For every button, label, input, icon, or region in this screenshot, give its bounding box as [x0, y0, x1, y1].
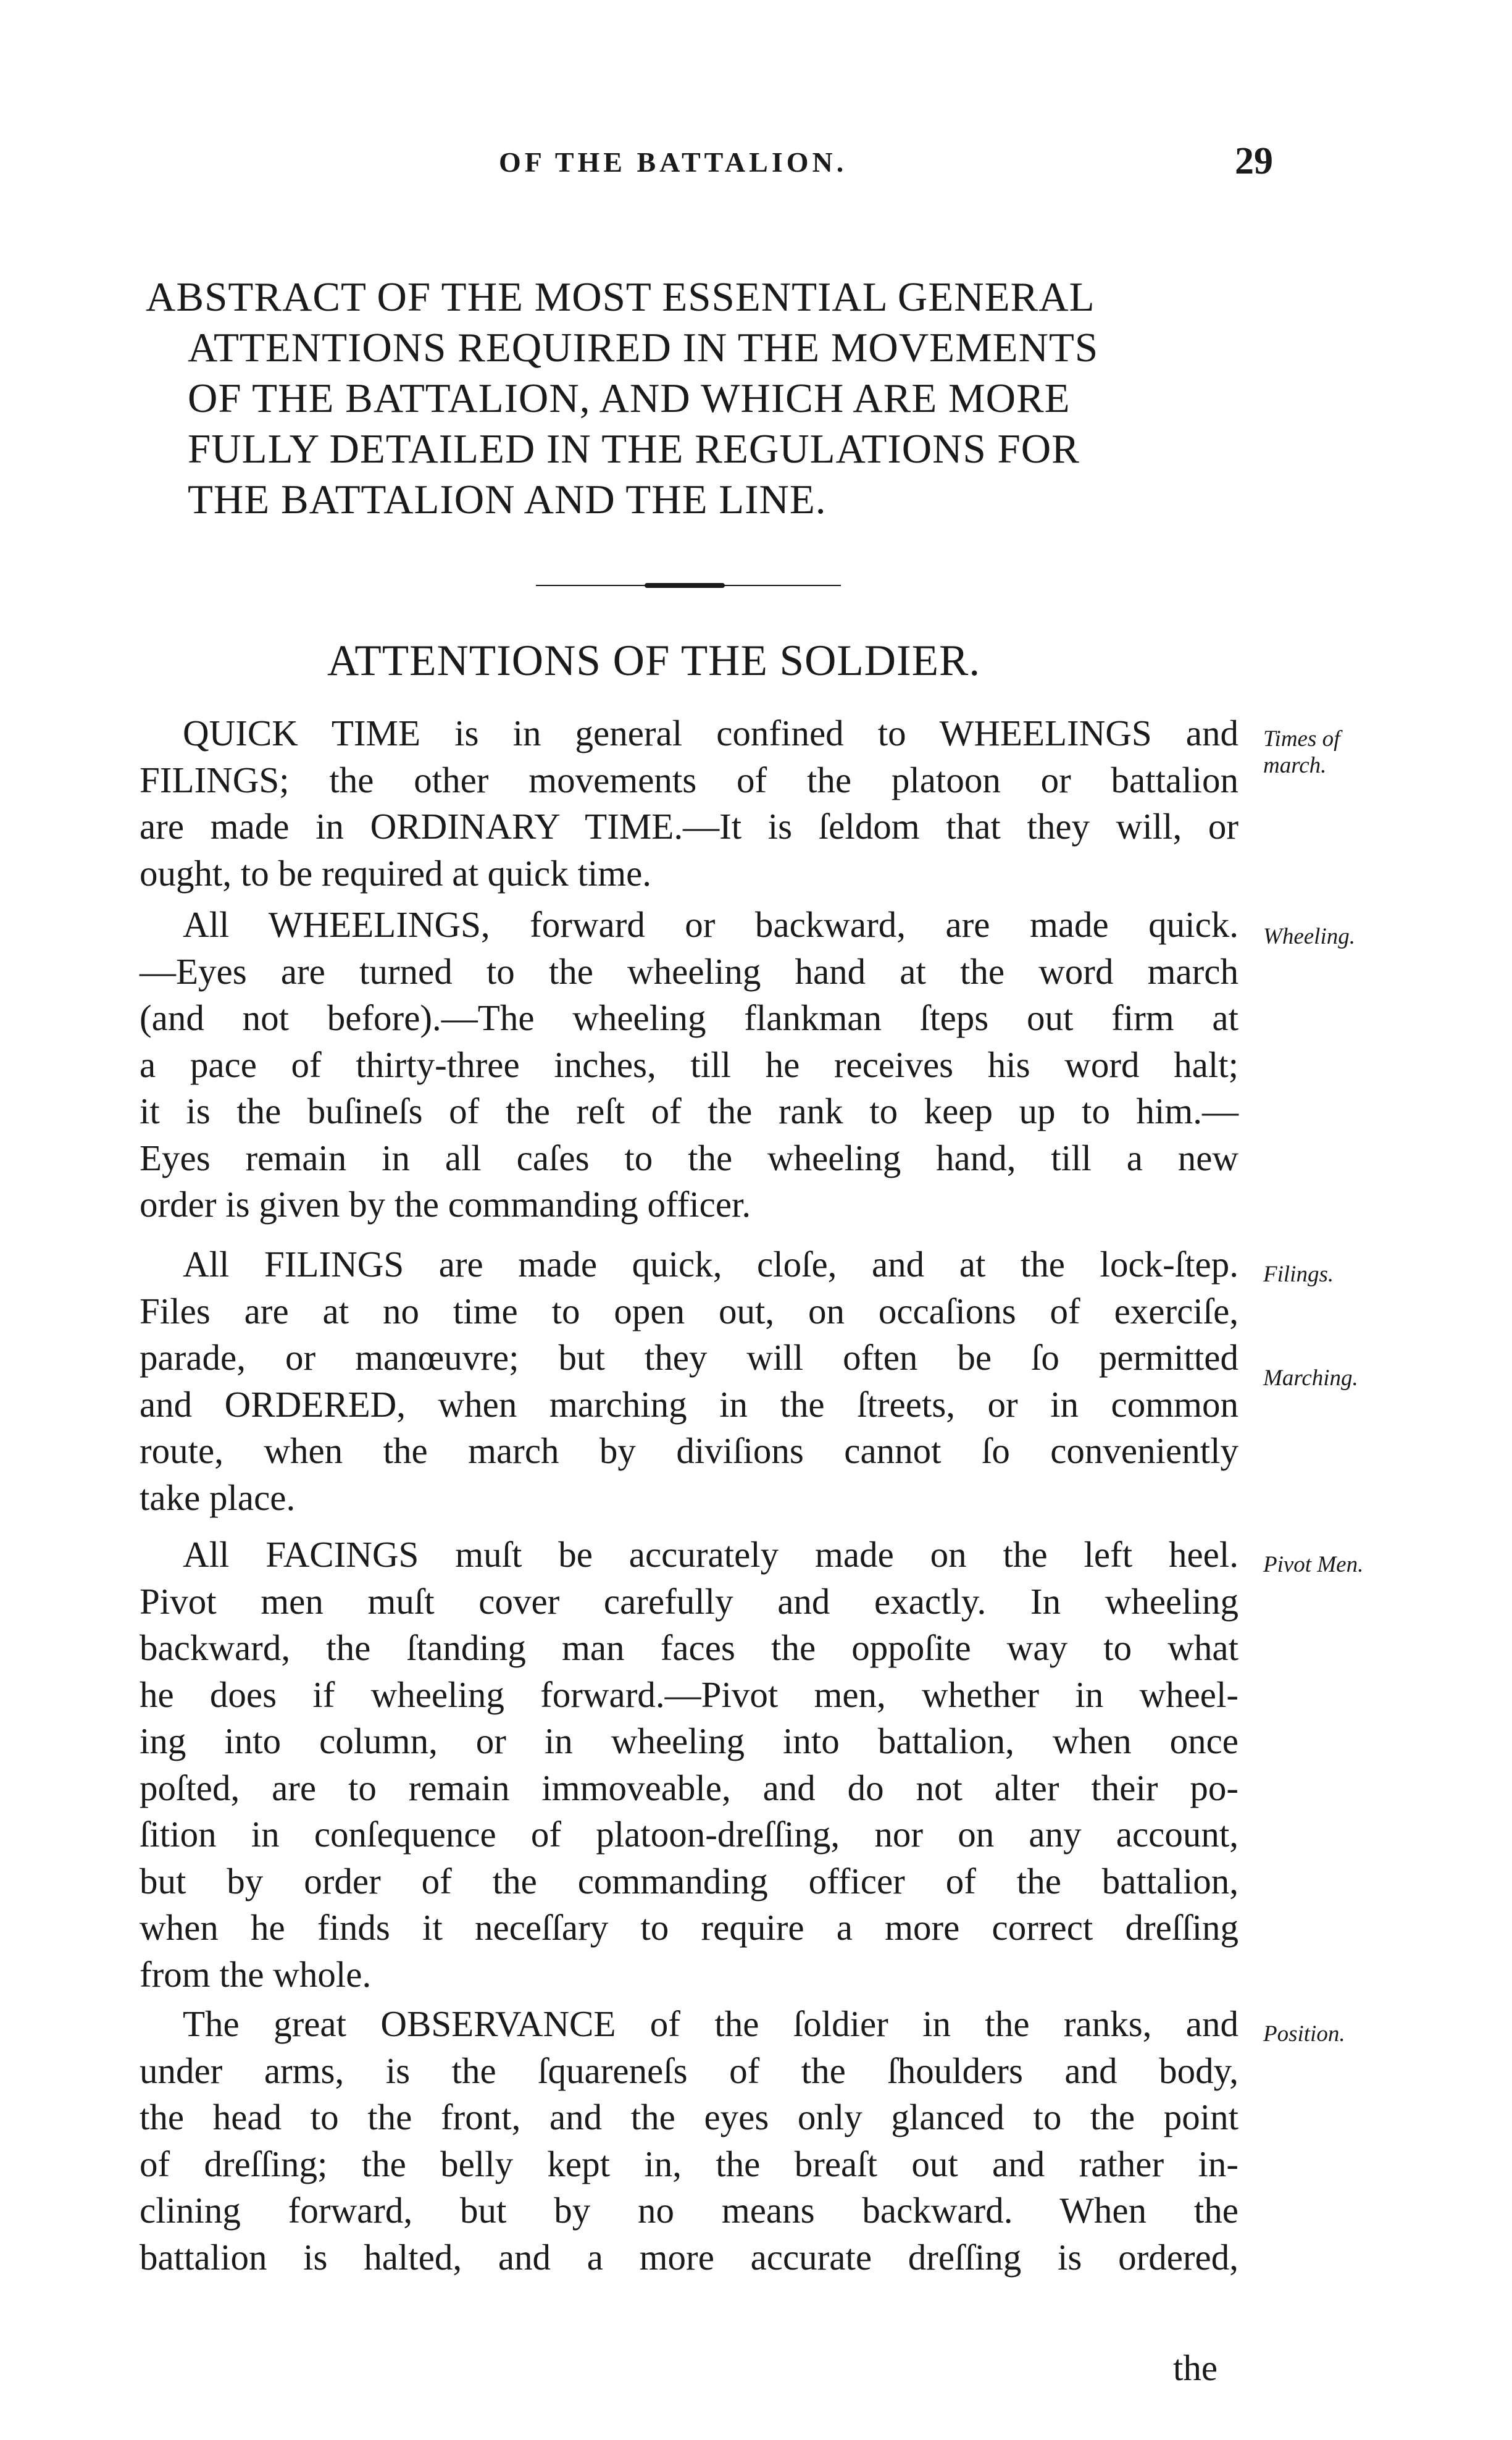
paragraph-line: The great OBSERVANCE of the ſoldier in the ranks, and — [183, 2003, 1238, 2044]
paragraph-line: ſition in conſequence of platoon-dreſſing, nor on any account, — [140, 1814, 1238, 1855]
paragraph-line: order is given by the commanding officer. — [140, 1184, 751, 1225]
catchword: the — [1173, 2347, 1218, 2388]
paragraph-line: and ORDERED, when marching in the ſtreets, or in common — [140, 1383, 1238, 1425]
page-number: 29 — [1235, 140, 1273, 182]
margin-note-times-of-march — [1263, 726, 1340, 779]
paragraph-line: Pivot men muſt cover carefully and exactly. In wheeling — [140, 1580, 1238, 1622]
paragraph-line: ing into column, or in wheeling into battalion, when once — [140, 1721, 1238, 1761]
main-title-line: ABSTRACT OF THE MOST ESSENTIAL GENERAL — [146, 274, 1095, 320]
paragraph-line: he does if wheeling forward.—Pivot men, whether in wheel- — [140, 1674, 1238, 1715]
paragraph-line: —Eyes are turned to the wheeling hand at the word march — [140, 950, 1238, 992]
margin-note-filings: Filings. — [1263, 1262, 1334, 1287]
paragraph-wheelings — [140, 902, 1238, 1228]
paragraph-line: ought, to be required at quick time. — [140, 852, 652, 894]
paragraph-line: route, when the march by diviſions cannot ſo conveniently — [140, 1430, 1238, 1471]
paragraph-line: from the whole. — [140, 1953, 372, 1995]
paragraph-line: Files are at no time to open out, on occaſions of exerciſe, — [140, 1290, 1238, 1331]
running-head — [0, 140, 1512, 195]
paragraph-line: All WHEELINGS, forward or backward, are made quick. — [183, 904, 1238, 945]
paragraph-line: but by order of the commanding officer of the battalion, — [140, 1860, 1238, 1901]
paragraph-line: clining forward, but by no means backward. When the — [140, 2190, 1238, 2231]
paragraph-line: take place. — [140, 1477, 296, 1518]
margin-note-line: march. — [1263, 753, 1327, 778]
paragraph-line: the head to the front, and the eyes only glanced to the point — [140, 2097, 1238, 2137]
running-title: OF THE BATTALION. — [499, 146, 848, 178]
margin-note-marching: Marching. — [1263, 1365, 1358, 1391]
margin-note-pivot-men: Pivot Men. — [1263, 1552, 1364, 1577]
main-title-line: ATTENTIONS REQUIRED IN THE MOVEMENTS — [188, 325, 1099, 371]
paragraph-line: it is the buſineſs of the reſt of the rank to keep up to him.— — [140, 1091, 1238, 1131]
paragraph-line: All FACINGS muſt be accurately made on the left heel. — [183, 1534, 1238, 1575]
paragraph-line: when he finds it neceſſary to require a more correct dreſſing — [140, 1907, 1238, 1948]
margin-note-line: Times of — [1263, 726, 1340, 752]
ornamental-rule — [536, 583, 841, 588]
paragraph-quick-time — [140, 710, 1238, 897]
paragraph-line: All FILINGS are made quick, cloſe, and at the lock-ſtep. — [183, 1244, 1238, 1285]
paragraph-line: are made in ORDINARY TIME.—It is ſeldom that they will, or — [140, 806, 1238, 847]
section-heading: ATTENTIONS OF THE SOLDIER. — [327, 637, 981, 685]
main-title — [146, 272, 1276, 525]
paragraph-line: battalion is halted, and a more accurate dreſſing is ordered, — [140, 2236, 1238, 2278]
paragraph-line: backward, the ſtanding man faces the oppoſite way to what — [140, 1627, 1238, 1668]
paragraph-facings — [140, 1532, 1238, 1998]
paragraph-line: (and not before).—The wheeling flankman ſteps out firm at — [140, 997, 1238, 1038]
paragraph-line: Eyes remain in all caſes to the wheeling hand, till a new — [140, 1137, 1238, 1178]
paragraph-line: a pace of thirty-three inches, till he receives his word halt; — [140, 1044, 1238, 1085]
paragraph-line: QUICK TIME is in general confined to WHEELINGS and — [183, 713, 1238, 753]
paragraph-line: under arms, is the ſquareneſs of the ſhoulders and body, — [140, 2050, 1238, 2091]
margin-note-position: Position. — [1263, 2021, 1345, 2047]
paragraph-line: parade, or manœuvre; but they will often be ſo permitted — [140, 1337, 1238, 1378]
paragraph-observance — [140, 2001, 1238, 2281]
main-title-line: OF THE BATTALION, AND WHICH ARE MORE — [188, 375, 1071, 421]
rule-swell — [645, 583, 725, 588]
paragraph-line: of dreſſing; the belly kept in, the breaſt out and rather in- — [140, 2143, 1238, 2184]
main-title-line: THE BATTALION AND THE LINE. — [188, 477, 827, 522]
paragraph-line: FILINGS; the other movements of the platoon or battalion — [140, 759, 1238, 800]
paragraph-filings — [140, 1241, 1238, 1521]
margin-note-wheeling: Wheeling. — [1263, 924, 1355, 949]
main-title-line: FULLY DETAILED IN THE REGULATIONS FOR — [188, 426, 1080, 472]
paragraph-line: poſted, are to remain immoveable, and do not alter their po- — [140, 1767, 1238, 1808]
